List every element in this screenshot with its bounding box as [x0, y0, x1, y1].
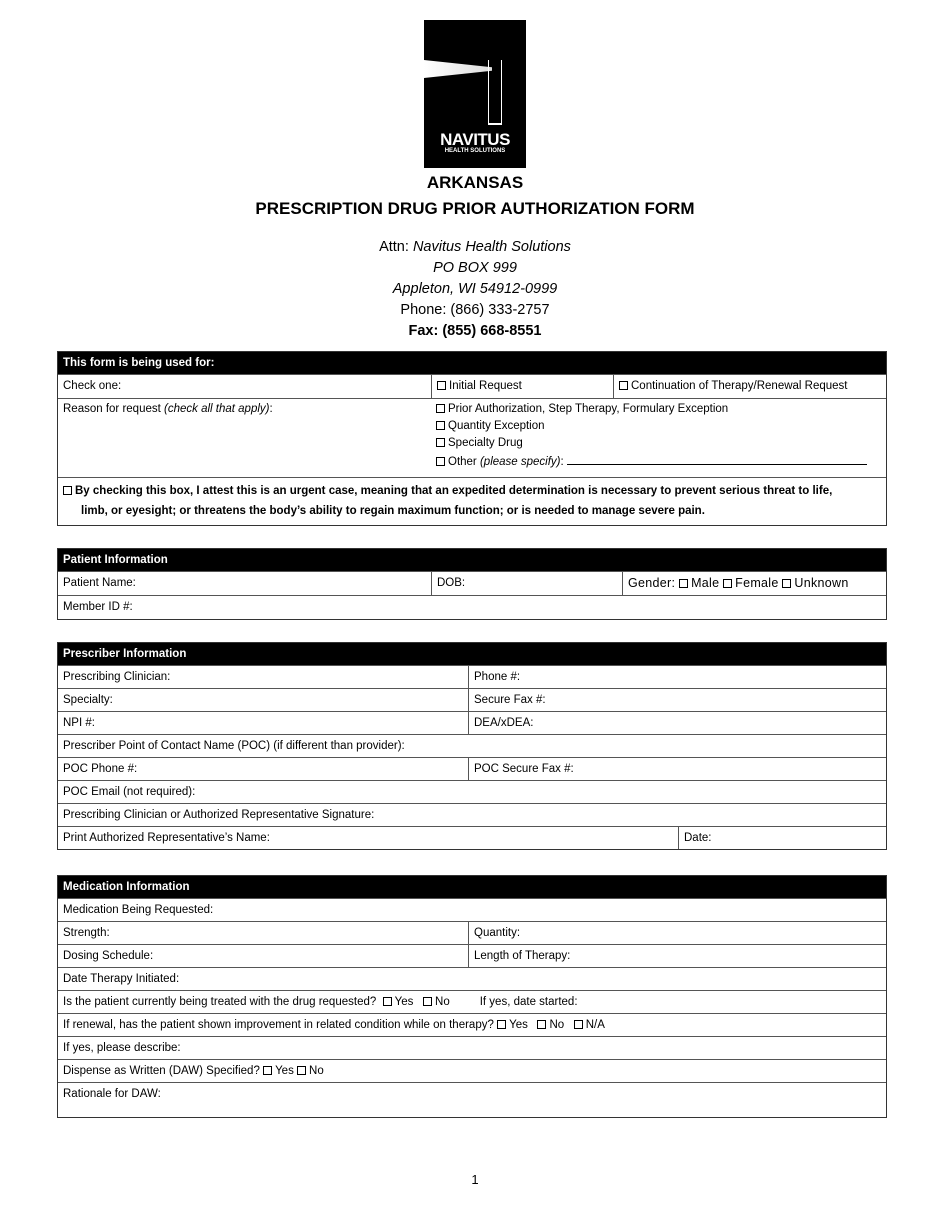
checkbox-icon[interactable] — [436, 438, 445, 447]
address-line1: PO BOX 999 — [433, 260, 517, 276]
option-label: Unknown — [794, 576, 849, 590]
prescriber-section — [57, 642, 887, 850]
checkbox-icon[interactable] — [497, 1020, 506, 1029]
phone: Phone: (866) 333-2757 — [400, 302, 550, 318]
option-label: N/A — [585, 1019, 605, 1031]
length-field[interactable]: Length of Therapy: — [468, 945, 886, 967]
other-specify-field[interactable] — [567, 455, 867, 465]
checkbox-icon[interactable] — [263, 1066, 272, 1075]
reason-option[interactable] — [436, 435, 881, 452]
signature-field[interactable]: Prescribing Clinician or Authorized Representative Signature: — [63, 809, 375, 821]
option-label: Other — [448, 456, 480, 468]
poc-fax-field[interactable]: POC Secure Fax #: — [468, 758, 886, 780]
other-hint: (please specify) — [479, 456, 561, 468]
check-one-label: Check one: — [63, 380, 122, 392]
renewal-row — [58, 1014, 886, 1036]
reason-option[interactable] — [436, 418, 881, 435]
urgent-text: limb, or eyesight; or threatens the body’s ability to regain maximum function; or is needed to manage severe pain. — [81, 505, 705, 517]
option-label: Yes — [275, 1065, 294, 1077]
daw-row — [58, 1060, 886, 1082]
poc-email-field[interactable]: POC Email (not required): — [63, 786, 196, 798]
checkbox-icon[interactable] — [297, 1066, 306, 1075]
address-line2: Appleton, WI 54912-0999 — [392, 281, 558, 297]
fax: Fax: (855) 668-8551 — [408, 323, 542, 339]
address-block — [0, 237, 950, 342]
medication-section — [57, 875, 887, 1118]
reason-hint: (check all that apply) — [164, 403, 270, 415]
checkbox-icon[interactable] — [723, 579, 732, 588]
poc-name-field[interactable]: Prescriber Point of Contact Name (POC) (if different than provider): — [63, 740, 405, 752]
initial-request-option[interactable] — [431, 375, 613, 398]
usage-section — [57, 351, 887, 526]
question: If renewal, has the patient shown improvement in related condition while on therapy? — [63, 1019, 494, 1031]
dosing-field[interactable]: Dosing Schedule: — [63, 950, 154, 962]
option-label: Male — [691, 576, 720, 590]
poc-phone-field[interactable]: POC Phone #: — [63, 763, 138, 775]
reason-text: Reason for request — [63, 403, 165, 415]
checkbox-icon[interactable] — [782, 579, 791, 588]
option-label: No — [435, 996, 450, 1008]
checkbox-icon[interactable] — [679, 579, 688, 588]
reason-label — [58, 399, 431, 477]
lighthouse-icon — [488, 60, 502, 125]
question: Is the patient currently being treated with the drug requested? — [63, 996, 377, 1008]
checkbox-icon[interactable] — [437, 381, 446, 390]
question: Dispense as Written (DAW) Specified? — [63, 1065, 260, 1077]
quantity-field[interactable]: Quantity: — [468, 922, 886, 944]
checkbox-icon[interactable] — [436, 457, 445, 466]
option-label: Female — [735, 576, 779, 590]
form-title: PRESCRIPTION DRUG PRIOR AUTHORIZATION FORM — [255, 199, 695, 218]
date-field[interactable]: Date: — [678, 827, 886, 849]
member-id-field[interactable]: Member ID #: — [63, 601, 133, 613]
section-header: Patient Information — [58, 549, 886, 571]
option-label: No — [549, 1019, 565, 1031]
reason-options — [431, 399, 886, 477]
option-label: Specialty Drug — [448, 437, 523, 449]
dob-field[interactable]: DOB: — [431, 572, 622, 595]
daw-rationale-field[interactable]: Rationale for DAW: — [63, 1088, 161, 1100]
secure-fax-field[interactable]: Secure Fax #: — [468, 689, 886, 711]
patient-section — [57, 548, 887, 620]
attn-label: Attn: — [379, 239, 409, 255]
reason-option-other[interactable] — [436, 454, 881, 471]
section-header: Prescriber Information — [58, 643, 886, 665]
reason-option[interactable] — [436, 401, 881, 418]
navitus-logo: NAVITUS HEALTH SOLUTIONS — [424, 20, 526, 168]
gender-label: Gender: — [628, 576, 676, 590]
checkbox-icon[interactable] — [436, 404, 445, 413]
section-header: Medication Information — [58, 876, 886, 898]
specialty-field[interactable]: Specialty: — [63, 694, 113, 706]
currently-treated-row — [58, 991, 886, 1013]
checkbox-icon[interactable] — [436, 421, 445, 430]
option-label: No — [309, 1065, 324, 1077]
checkbox-icon[interactable] — [574, 1020, 583, 1029]
phone-field[interactable]: Phone #: — [468, 666, 886, 688]
date-initiated-field[interactable]: Date Therapy Initiated: — [63, 973, 180, 985]
section-header: This form is being used for: — [58, 352, 886, 374]
option-label: Prior Authorization, Step Therapy, Formulary Exception — [448, 403, 729, 415]
checkbox-icon[interactable] — [619, 381, 628, 390]
option-label: Quantity Exception — [448, 420, 545, 432]
urgent-text: By checking this box, I attest this is an urgent case, meaning that an expedited determination is necessary to prevent serious threat to life, — [75, 485, 833, 497]
option-label: Initial Request — [449, 380, 522, 392]
clinician-field[interactable]: Prescribing Clinician: — [63, 671, 171, 683]
date-started-label[interactable]: If yes, date started: — [479, 996, 578, 1008]
colon: : — [560, 456, 564, 468]
strength-field[interactable]: Strength: — [63, 927, 110, 939]
medication-requested-field[interactable]: Medication Being Requested: — [63, 904, 214, 916]
lighthouse-beam-icon — [424, 60, 492, 78]
option-label: Continuation of Therapy/Renewal Request — [631, 380, 848, 392]
page-number: 1 — [471, 1172, 479, 1187]
checkbox-icon[interactable] — [383, 997, 392, 1006]
option-label: Yes — [509, 1019, 528, 1031]
checkbox-icon[interactable] — [423, 997, 432, 1006]
attn-name: Navitus Health Solutions — [412, 239, 571, 255]
dea-field[interactable]: DEA/xDEA: — [468, 712, 886, 734]
state-title: ARKANSAS — [426, 173, 524, 192]
checkbox-icon[interactable] — [537, 1020, 546, 1029]
npi-field[interactable]: NPI #: — [63, 717, 95, 729]
print-name-field[interactable]: Print Authorized Representative’s Name: — [63, 832, 270, 844]
describe-field[interactable]: If yes, please describe: — [63, 1042, 181, 1054]
continuation-option[interactable] — [613, 375, 886, 398]
gender-field — [622, 572, 886, 595]
checkbox-icon[interactable] — [63, 486, 72, 495]
patient-name-field[interactable]: Patient Name: — [63, 577, 136, 589]
colon: : — [269, 403, 273, 415]
option-label: Yes — [394, 996, 414, 1008]
urgent-attestation[interactable] — [58, 478, 837, 525]
